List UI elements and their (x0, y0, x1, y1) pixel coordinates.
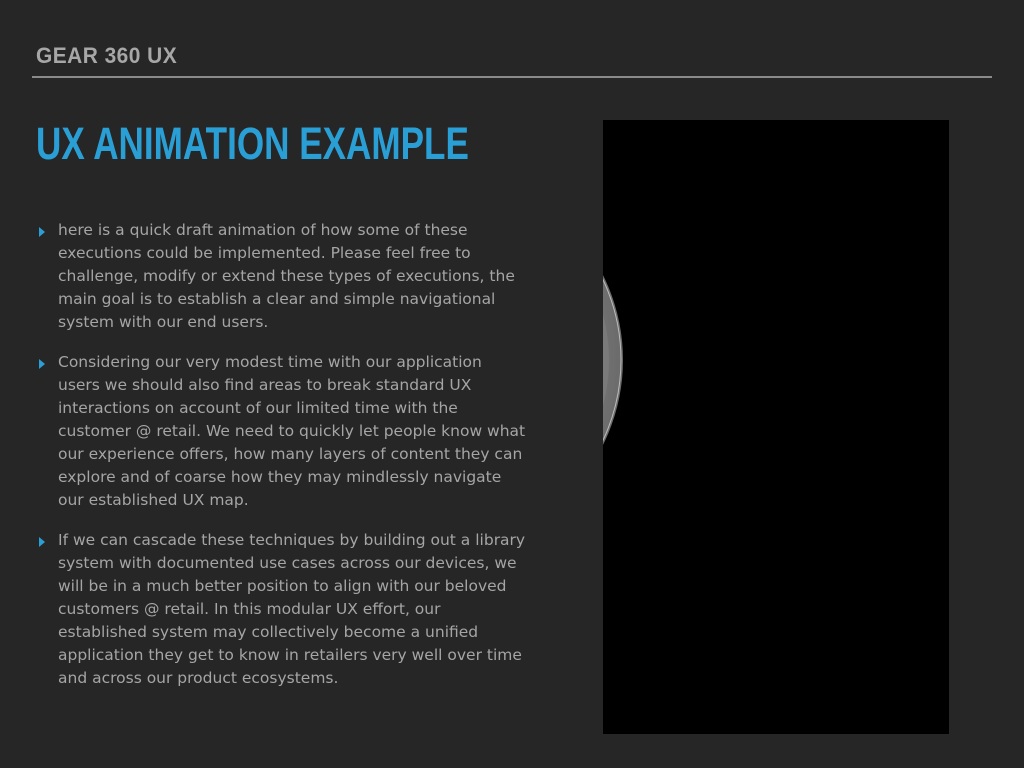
bullet-list (36, 219, 526, 707)
bullet-arrow-icon (39, 227, 45, 237)
animation-video-frame[interactable] (603, 120, 949, 734)
watch-face-graphic (603, 120, 949, 734)
bullet-item (36, 529, 526, 690)
bullet-item (36, 351, 526, 512)
bullet-text: here is a quick draft animation of how some of these executions could be implemented. Please feel free to challenge, modify or extend these types of executions, the main goal is to establish a clear and simple navigational system with our end users. (58, 221, 515, 331)
bullet-text: If we can cascade these techniques by building out a library system with documented use cases across our devices, we will be in a much better position to align with our beloved customers @ retail. In this modular UX effort, our established system may collectively become a unified application they get to know in retailers very well over time and across our product ecosystems. (58, 531, 526, 687)
slide-title: UX ANIMATION EXAMPLE (36, 118, 469, 169)
bullet-text: Considering our very modest time with our application users we should also find areas to break standard UX interactions on account of our limited time with the customer @ retail. We need to quickly let people know what our experience offers, how many layers of content they can explore and of coarse how they may mindlessly navigate our established UX map. (58, 353, 526, 509)
bullet-arrow-icon (39, 359, 45, 369)
header-divider (32, 76, 992, 78)
header-title: GEAR 360 UX (36, 43, 178, 68)
watch-bezel (603, 184, 609, 536)
bullet-item (36, 219, 526, 334)
bullet-arrow-icon (39, 537, 45, 547)
